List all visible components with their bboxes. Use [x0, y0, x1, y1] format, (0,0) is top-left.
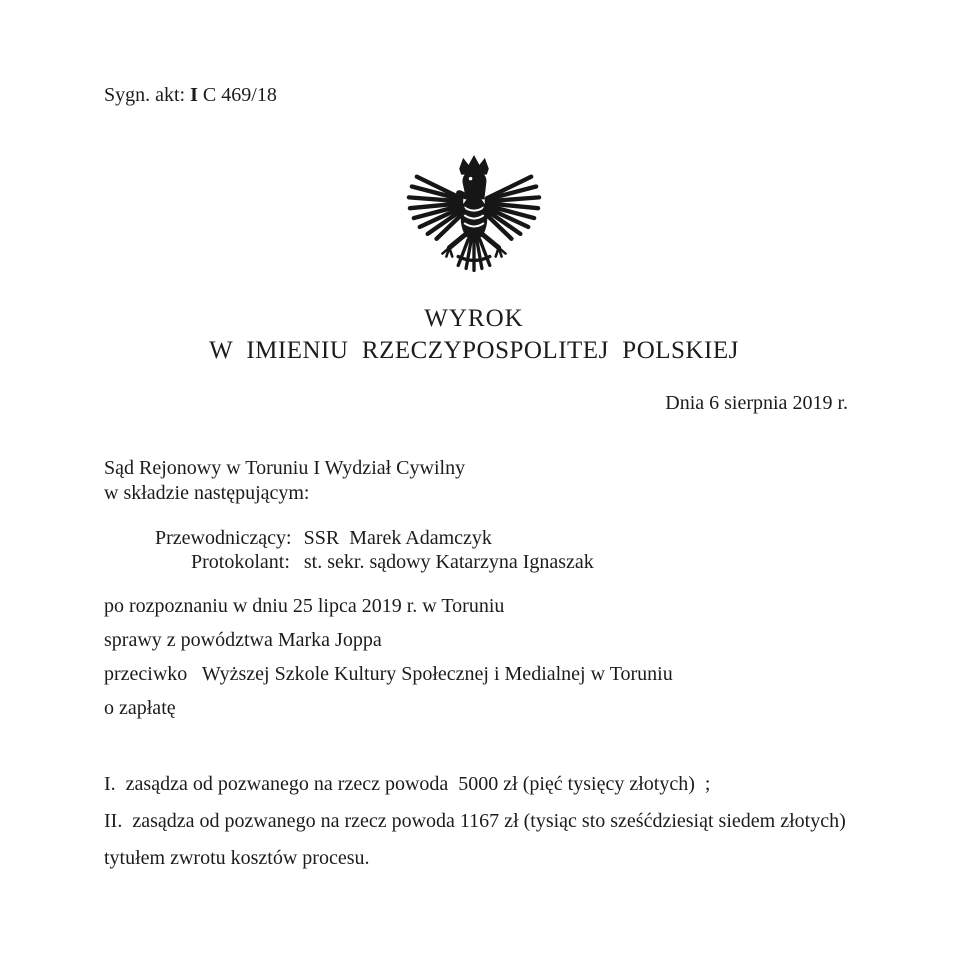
- court-name: Sąd Rejonowy w Toruniu I Wydział Cywilny: [104, 457, 466, 479]
- case-description: [104, 589, 673, 725]
- court-info: [104, 456, 465, 506]
- title-wyrok: WYROK: [424, 305, 524, 332]
- judgment-title: [0, 304, 948, 366]
- case-reference-repertory: I: [190, 84, 198, 106]
- presiding-judge-label: Przewodniczący:: [155, 527, 292, 549]
- ruling-item-1: I. zasądza od pozwanego na rzecz powoda 5000 zł (pięć tysięcy złotych) ;: [104, 773, 711, 795]
- ruling-item-2-continuation: tytułem zwrotu kosztów procesu.: [104, 847, 370, 869]
- clerk-label: Protokolant:: [191, 551, 290, 573]
- hearing-line: po rozpoznaniu w dniu 25 lipca 2019 r. w Toruniu: [104, 595, 505, 617]
- polish-eagle-emblem: [404, 152, 544, 295]
- polish-crowned-eagle-icon: [404, 152, 544, 295]
- defendant-line: przeciwko Wyższej Szkole Kultury Społecznej i Medialnej w Toruniu: [104, 663, 673, 685]
- title-in-the-name-of-republic: W IMIENIU RZECZYPOSPOLITEJ POLSKIEJ: [209, 337, 739, 364]
- presiding-judge-name: SSR Marek Adamczyk: [303, 527, 492, 549]
- case-reference: [104, 83, 277, 107]
- ruling-item-2: II. zasądza od pozwanego na rzecz powoda 1167 zł (tysiąc sto sześćdziesiąt siedem złotych): [104, 810, 846, 832]
- panel-composition: [155, 526, 594, 574]
- subject-line: o zapłatę: [104, 697, 176, 719]
- clerk-row: [155, 550, 594, 574]
- clerk-name: st. sekr. sądowy Katarzyna Ignaszak: [303, 551, 594, 573]
- court-composition-intro: w składzie następującym:: [104, 482, 310, 504]
- case-reference-prefix: Sygn. akt:: [104, 84, 191, 106]
- rulings: [104, 766, 846, 877]
- plaintiff-line: sprawy z powództwa Marka Joppa: [104, 629, 382, 651]
- judgment-date: Dnia 6 sierpnia 2019 r.: [665, 392, 848, 414]
- case-reference-suffix: C 469/18: [197, 84, 277, 106]
- presiding-judge-row: [155, 526, 594, 550]
